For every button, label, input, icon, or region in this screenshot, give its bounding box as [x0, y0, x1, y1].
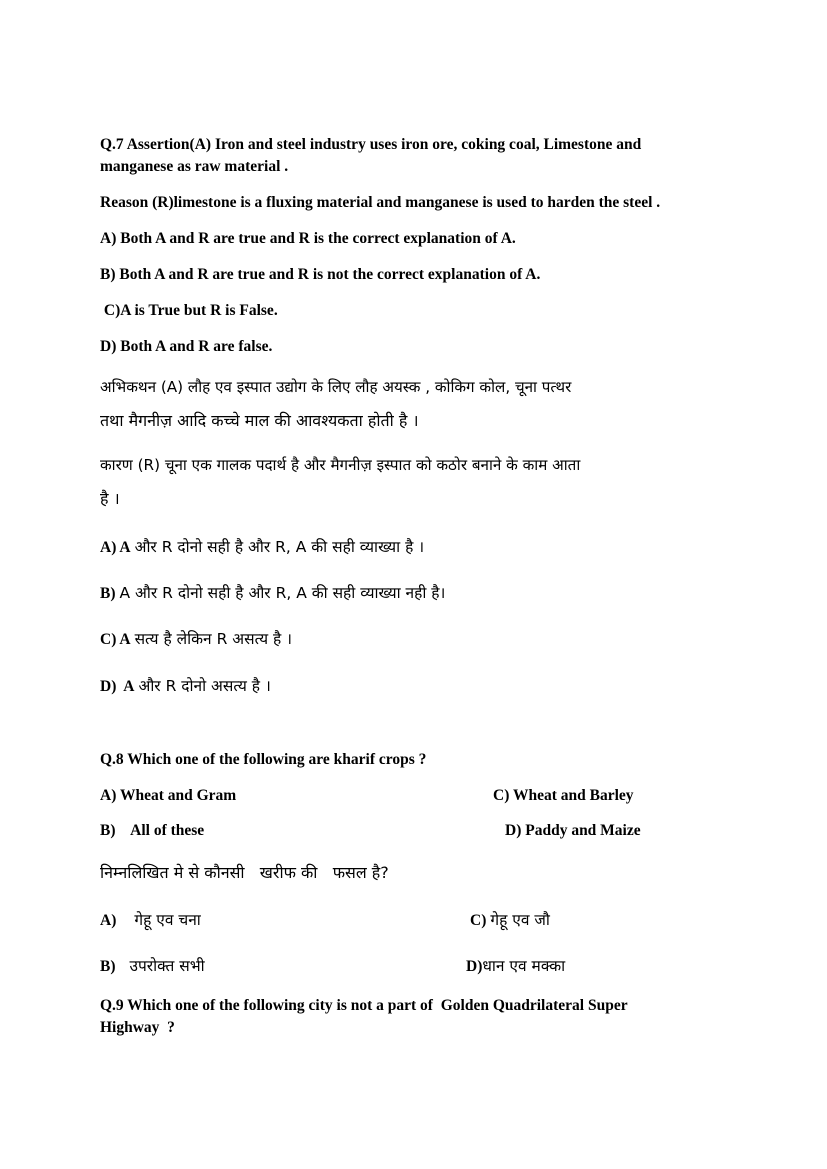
option-text: धान एव मक्का	[482, 957, 566, 975]
q7-assertion-hindi-line1: अभिकथन (A) लौह एव इस्पात उद्योग के लिए लौह अयस्क , कोकिग कोल, चूना पत्थर	[100, 378, 572, 396]
q8-option-a: A) Wheat and Gram	[100, 787, 237, 804]
q7-assertion-line1: Q.7 Assertion(A) Iron and steel industry uses iron ore, coking coal, Limestone and	[100, 136, 642, 153]
q9-question-line1: Q.9 Which one of the following city is not a part of Golden Quadrilateral Super	[100, 997, 628, 1014]
option-label: A)	[100, 912, 117, 929]
q7-hindi-option-b	[100, 581, 445, 603]
option-text: और R दोनो सही है और R, A की सही व्याख्या है ।	[134, 538, 425, 556]
option-label: A) A	[100, 539, 131, 556]
option-text: उपरोक्त सभी	[129, 957, 205, 975]
q8-question: Q.8 Which one of the following are kharif crops ?	[100, 751, 427, 768]
q7-option-d: D) Both A and R are false.	[100, 338, 273, 355]
q8-hindi-option-d	[466, 954, 565, 976]
q7-option-b: B) Both A and R are true and R is not the correct explanation of A.	[100, 266, 541, 283]
q8-hindi-option-a	[100, 908, 201, 930]
option-text: A और R दोनो सही है और R, A की सही व्याख्या नही है।	[119, 584, 446, 602]
q7-reason-hindi-line2: है ।	[100, 489, 120, 508]
q8-option-d: D) Paddy and Maize	[505, 822, 641, 839]
q9-question-line2: Highway ?	[100, 1019, 175, 1036]
q7-option-c: C)A is True but R is False.	[100, 302, 278, 319]
option-label: C) A	[100, 631, 131, 648]
option-label: B)	[100, 585, 116, 602]
option-text: और R दोनो असत्य है ।	[138, 677, 271, 695]
q8-hindi-option-c	[470, 908, 550, 930]
option-label: D) A	[100, 678, 135, 695]
option-label: D)	[466, 958, 483, 975]
q7-reason: Reason (R)limestone is a fluxing material and manganese is used to harden the steel .	[100, 194, 661, 211]
q8-option-c: C) Wheat and Barley	[493, 787, 634, 804]
q8-option-b: B) All of these	[100, 822, 205, 839]
q7-hindi-option-c	[100, 627, 292, 649]
q7-option-a: A) Both A and R are true and R is the correct explanation of A.	[100, 230, 516, 247]
option-label: B)	[100, 958, 116, 975]
option-text: सत्य है लेकिन R असत्य है ।	[134, 630, 293, 648]
q7-reason-hindi-line1: कारण (R) चूना एक गालक पदार्थ है और मैगनीज़ इस्पात को कठोर बनाने के काम आता	[100, 456, 581, 474]
option-label: C)	[470, 912, 487, 929]
option-text: गेहू एव चना	[134, 911, 201, 929]
q8-question-hindi: निम्नलिखित मे से कौनसी खरीफ की फसल है?	[100, 863, 389, 882]
option-text: गेहू एव जौ	[490, 911, 550, 929]
q7-assertion-line2: manganese as raw material .	[100, 158, 289, 175]
q7-assertion-hindi-line2: तथा मैगनीज़ आदि कच्चे माल की आवश्यकता होती है ।	[100, 411, 419, 430]
q7-hindi-option-d	[100, 674, 271, 696]
q7-hindi-option-a	[100, 535, 424, 557]
q8-hindi-option-b	[100, 954, 205, 976]
